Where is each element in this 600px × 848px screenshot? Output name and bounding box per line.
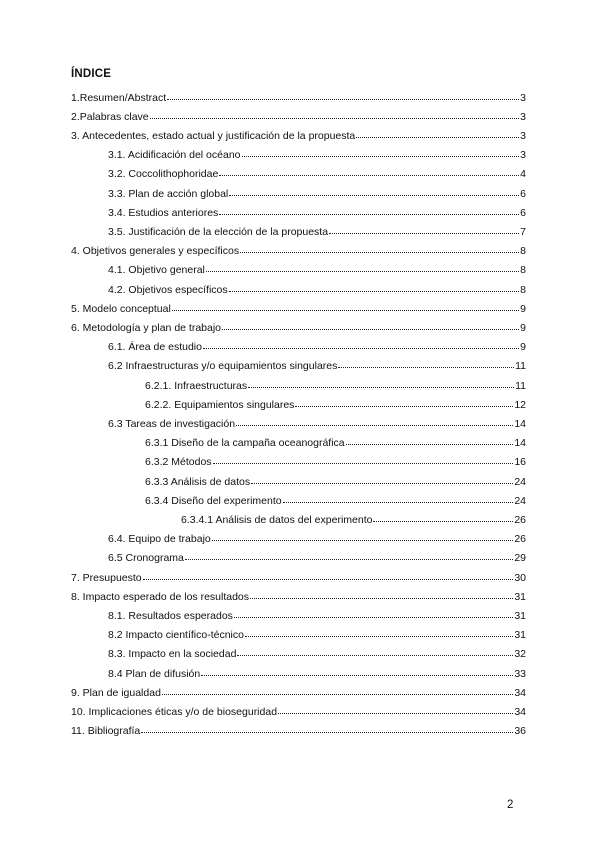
dot-leader: [203, 338, 519, 349]
toc-entry[interactable]: [108, 357, 526, 375]
toc-entry-title: 3.3. Plan de acción global: [108, 188, 229, 200]
toc-entry-title: 5. Modelo conceptual: [71, 303, 171, 315]
toc-entry-title: 6.2 Infraestructuras y/o equipamientos singulares: [108, 360, 338, 372]
dot-leader: [219, 204, 519, 215]
toc-entry[interactable]: [145, 492, 526, 510]
toc-entry-title: 6.2.1. Infraestructuras: [145, 380, 248, 392]
toc-entry-page: 24: [514, 476, 526, 488]
toc-entry[interactable]: [145, 473, 526, 491]
toc-entry-page: 31: [514, 610, 526, 622]
toc-entry[interactable]: [108, 415, 526, 433]
dot-leader: [240, 242, 519, 253]
toc-entry-page: 26: [514, 533, 526, 545]
dot-leader: [338, 357, 514, 368]
toc-entry[interactable]: [108, 146, 526, 164]
toc-entry[interactable]: [108, 281, 526, 299]
dot-leader: [373, 511, 513, 522]
dot-leader: [329, 223, 519, 234]
toc-entry-title: 6.4. Equipo de trabajo: [108, 533, 211, 545]
toc-entry[interactable]: [145, 453, 526, 471]
toc-entry-title: 8.1. Resultados esperados: [108, 610, 233, 622]
toc-entry-page: 16: [514, 456, 526, 468]
toc-entry[interactable]: [71, 722, 526, 740]
dot-leader: [213, 453, 514, 464]
toc-entry[interactable]: [108, 165, 526, 183]
toc-entry-page: 9: [520, 303, 526, 315]
toc-entry-title: 3.2. Coccolithophoridae: [108, 168, 219, 180]
toc-entry-title: 8.3. Impacto en la sociedad: [108, 648, 237, 660]
toc-entry-title: 8. Impacto esperado de los resultados: [71, 591, 250, 603]
toc-entry[interactable]: [71, 684, 526, 702]
toc-entry-title: 9. Plan de igualdad: [71, 687, 161, 699]
toc-entry-page: 8: [520, 264, 526, 276]
toc-entry-title: 3.4. Estudios anteriores: [108, 207, 219, 219]
toc-entry-page: 9: [520, 341, 526, 353]
dot-leader: [251, 473, 513, 484]
dot-leader: [248, 377, 514, 388]
toc-entry-title: 7. Presupuesto: [71, 572, 142, 584]
dot-leader: [278, 703, 513, 714]
toc-entry[interactable]: [71, 242, 526, 260]
toc-entry-page: 31: [514, 591, 526, 603]
toc-entry[interactable]: [71, 127, 526, 145]
toc-entry[interactable]: [181, 511, 526, 529]
toc-entry-title: 8.2 Impacto científico-técnico: [108, 629, 244, 641]
dot-leader: [234, 607, 513, 618]
dot-leader: [295, 396, 513, 407]
toc-entry-page: 30: [514, 572, 526, 584]
toc-heading: ÍNDICE: [71, 68, 112, 80]
toc-entry-title: 6.3.4.1 Análisis de datos del experimento: [181, 514, 373, 526]
dot-leader: [167, 89, 519, 100]
toc-entry-page: 11: [515, 360, 526, 372]
toc-entry-page: 3: [520, 111, 526, 123]
dot-leader: [185, 549, 513, 560]
dot-leader: [172, 300, 519, 311]
toc-entry-title: 8.4 Plan de difusión: [108, 668, 201, 680]
toc-entry-title: 3.1. Acidificación del océano: [108, 149, 241, 161]
toc-entry-page: 32: [514, 648, 526, 660]
dot-leader: [245, 626, 513, 637]
toc-entry[interactable]: [71, 588, 526, 606]
toc-entry-page: 9: [520, 322, 526, 334]
toc-entry[interactable]: [108, 185, 526, 203]
toc-entry[interactable]: [145, 396, 526, 414]
dot-leader: [346, 434, 514, 445]
toc-entry[interactable]: [108, 338, 526, 356]
toc-entry[interactable]: [71, 89, 526, 107]
toc-entry-page: 3: [520, 92, 526, 104]
toc-entry[interactable]: [108, 645, 526, 663]
toc-entry-title: 6.5 Cronograma: [108, 552, 184, 564]
toc-entry-page: 3: [520, 130, 526, 142]
dot-leader: [237, 645, 513, 656]
dot-leader: [141, 722, 513, 733]
toc-entry[interactable]: [108, 204, 526, 222]
dot-leader: [143, 569, 514, 580]
toc-entry-page: 29: [514, 552, 526, 564]
toc-entry-page: 8: [520, 284, 526, 296]
dot-leader: [236, 415, 513, 426]
dot-leader: [206, 261, 519, 272]
toc-entry[interactable]: [108, 530, 526, 548]
dot-leader: [222, 319, 519, 330]
dot-leader: [162, 684, 513, 695]
toc-entry[interactable]: [108, 261, 526, 279]
page-number: 2: [507, 799, 514, 811]
toc-entry-title: 6.3.2 Métodos: [145, 456, 212, 468]
toc-entry-page: 6: [520, 188, 526, 200]
toc-entry-page: 14: [514, 418, 526, 430]
toc-entry[interactable]: [71, 300, 526, 318]
toc-entry-page: 31: [514, 629, 526, 641]
toc-entry-page: 12: [514, 399, 526, 411]
toc-entry-page: 8: [520, 245, 526, 257]
dot-leader: [250, 588, 513, 599]
toc-entry[interactable]: [108, 626, 526, 644]
toc-entry-page: 24: [514, 495, 526, 507]
toc-entry-title: 10. Implicaciones éticas y/o de bioseguridad: [71, 706, 278, 718]
toc-entry-page: 33: [514, 668, 526, 680]
toc-entry[interactable]: [145, 434, 526, 452]
toc-entry-title: 6.3.4 Diseño del experimento: [145, 495, 282, 507]
dot-leader: [212, 530, 514, 541]
dot-leader: [150, 108, 520, 119]
toc-entry-title: 6.2.2. Equipamientos singulares: [145, 399, 295, 411]
toc-entry-page: 6: [520, 207, 526, 219]
toc-entry-title: 6.1. Área de estudio: [108, 341, 202, 353]
toc-entry-title: 11. Bibliografía: [71, 725, 141, 737]
toc-entry-title: 3.5. Justificación de la elección de la propuesta: [108, 226, 329, 238]
toc-entry[interactable]: [71, 319, 526, 337]
dot-leader: [201, 665, 513, 676]
toc-entry-page: 36: [514, 725, 526, 737]
toc-entry[interactable]: [108, 223, 526, 241]
dot-leader: [229, 185, 519, 196]
toc-entry[interactable]: [108, 607, 526, 625]
dot-leader: [356, 127, 519, 138]
dot-leader: [283, 492, 514, 503]
dot-leader: [242, 146, 520, 157]
toc-entry-page: 7: [520, 226, 526, 238]
toc-entry[interactable]: [71, 703, 526, 721]
toc-entry[interactable]: [108, 549, 526, 567]
toc-entry-title: 4.2. Objetivos específicos: [108, 284, 228, 296]
toc-entry-title: 1.Resumen/Abstract: [71, 92, 167, 104]
toc-entry[interactable]: [108, 665, 526, 683]
toc-entry[interactable]: [71, 569, 526, 587]
toc-entry[interactable]: [71, 108, 526, 126]
toc-entry-page: 3: [520, 149, 526, 161]
toc-entry-title: 4.1. Objetivo general: [108, 264, 205, 276]
dot-leader: [219, 165, 519, 176]
toc-entry-title: 4. Objetivos generales y específicos: [71, 245, 240, 257]
toc-entry-page: 14: [514, 437, 526, 449]
toc-entry-title: 6. Metodología y plan de trabajo: [71, 322, 222, 334]
toc-entry-title: 6.3.1 Diseño de la campaña oceanográfica: [145, 437, 345, 449]
toc-entry-page: 4: [520, 168, 526, 180]
toc-entry-page: 11: [515, 380, 526, 392]
toc-entry-title: 6.3.3 Análisis de datos: [145, 476, 251, 488]
toc-entry-title: 2.Palabras clave: [71, 111, 149, 123]
toc-entry-title: 3. Antecedentes, estado actual y justificación de la propuesta: [71, 130, 356, 142]
toc-entry-page: 34: [514, 706, 526, 718]
toc-entry-title: 6.3 Tareas de investigación: [108, 418, 236, 430]
toc-entry-page: 34: [514, 687, 526, 699]
toc-entry-page: 26: [514, 514, 526, 526]
toc-entry[interactable]: [145, 377, 526, 395]
dot-leader: [229, 281, 520, 292]
